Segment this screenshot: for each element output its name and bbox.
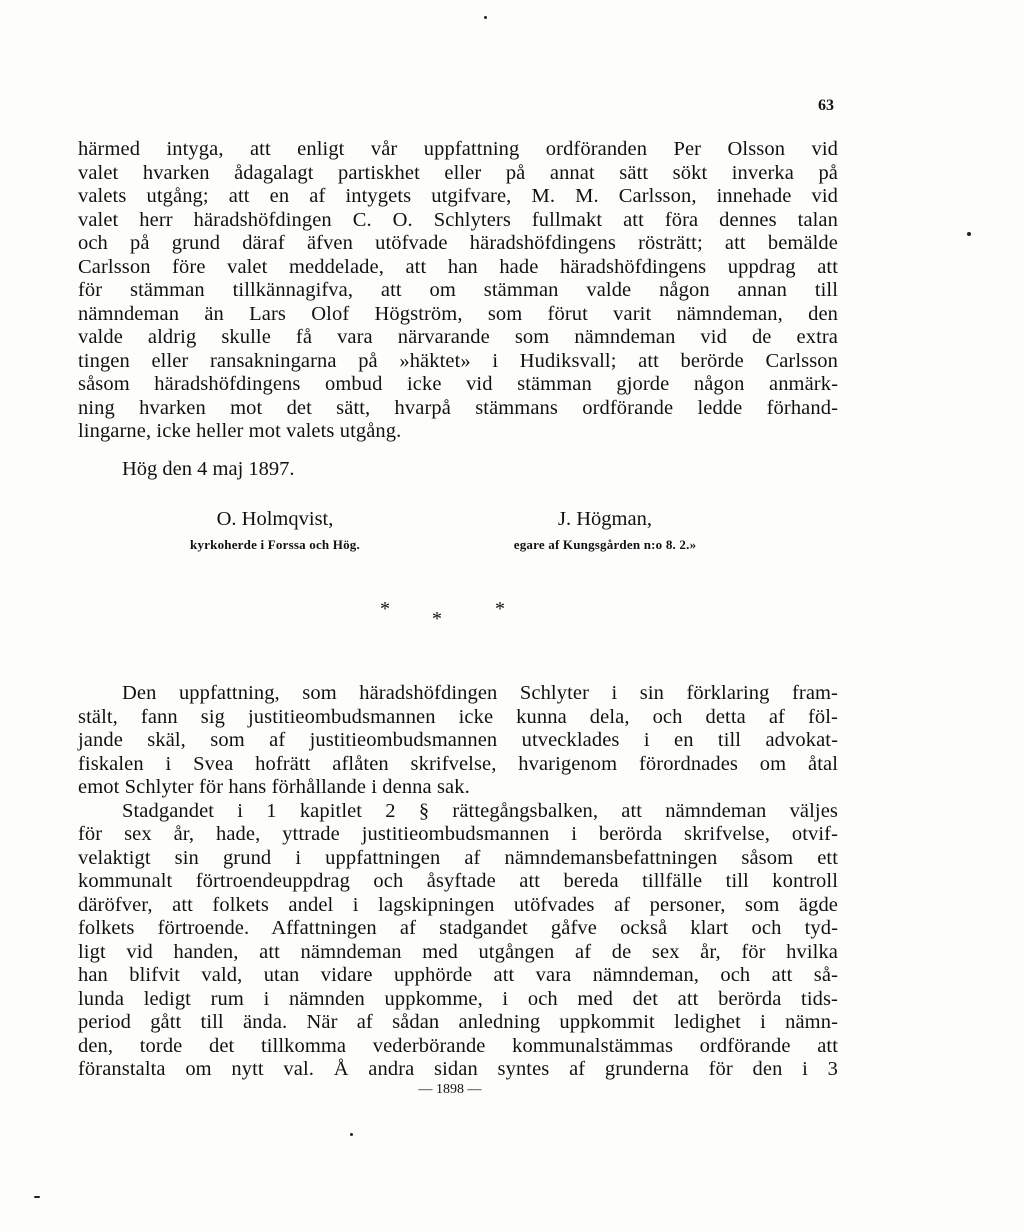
text-line: lingarne, icke heller mot valets utgång.	[78, 420, 402, 442]
text-line: ning hvarken mot det sätt, hvarpå stämmans ordförande ledde förhand-	[78, 396, 838, 419]
text-line: folkets förtroende. Affattningen af stadgandet gåfve också klart och tyd-	[78, 917, 838, 939]
signature-left	[150, 508, 400, 553]
text-line: lunda ledigt rum i nämnden uppkomme, i och med det att berörda tids-	[78, 987, 838, 1010]
signatory-name: O. Holmqvist,	[216, 508, 334, 530]
signatory-title: egare af Kungsgården n:o 8. 2.»	[513, 537, 697, 552]
page-number: 63	[818, 97, 834, 114]
text-line: föranstalta om nytt val. Å andra sidan syntes af grunderna för den i 3	[78, 1058, 838, 1080]
text-line: valde aldrig skulle få vara närvarande som nämndeman vid de extra	[78, 326, 838, 348]
text-line: fiskalen i Svea hofrätt aflåten skrifvelse, hvarigenom förordnades om åtal	[78, 752, 838, 775]
text-line: Carlsson före valet meddelade, att han hade häradshöfdingens uppdrag att	[78, 255, 838, 278]
text-line: och på grund däraf äfven utöfvade häradshöfdingens rösträtt; att bemälde	[78, 232, 838, 254]
signatory-title: kyrkoherde i Forssa och Hög.	[190, 537, 360, 552]
signature-mark: — 1898 —	[418, 1082, 482, 1097]
text-line: Stadgandet i 1 kapitlet 2 § rättegångsbalken, att nämndeman väljes	[122, 799, 838, 822]
print-speck	[34, 1196, 40, 1198]
testimony-paragraph	[78, 138, 838, 444]
print-speck	[484, 16, 487, 19]
text-line: tingen eller ransakningarna på »häktet» i Hudiksvall; att berörde Carlsson	[78, 349, 838, 372]
text-line: nämndeman än Lars Olof Högström, som förut varit nämndeman, den	[78, 302, 838, 325]
print-speck	[967, 232, 971, 236]
commentary-paragraph	[78, 682, 838, 1082]
asterisk: *	[380, 598, 390, 620]
section-separator	[380, 598, 520, 628]
text-line: jande skäl, som af justitieombudsmannen utvecklades i en till advokat-	[78, 729, 838, 751]
text-line: för sex år, hade, yttrade justitieombudsmannen i berörda skrifvelse, otvif-	[78, 823, 838, 845]
signature-right	[480, 508, 730, 553]
text-line: däröfver, att folkets andel i lagskipningen utöfvades af personer, som ägde	[78, 893, 838, 916]
text-line: valets utgång; att en af intygets utgifvare, M. M. Carlsson, innehade vid	[78, 185, 838, 207]
text-line: velaktigt sin grund i uppfattningen af nämndemansbefattningen såsom ett	[78, 846, 838, 869]
signatory-name: J. Högman,	[558, 508, 652, 530]
asterisk: *	[495, 598, 505, 620]
asterisk: *	[432, 608, 442, 630]
text-line: ligt vid handen, att nämndeman med utgången af de sex år, för hvilka	[78, 940, 838, 963]
text-line: Den uppfattning, som häradshöfdingen Schlyter i sin förklaring fram-	[122, 682, 838, 704]
text-line: emot Schlyter för hans förhållande i denna sak.	[78, 776, 470, 798]
text-line: valet herr häradshöfdingen C. O. Schlyters fullmakt att föra dennes talan	[78, 208, 838, 231]
text-line: för stämman tillkännagifva, att om stämman valde någon annan till	[78, 279, 838, 301]
text-line: härmed intyga, att enligt vår uppfattning ordföranden Per Olsson vid	[78, 138, 838, 160]
dateline: Hög den 4 maj 1897.	[122, 458, 295, 480]
text-line: period gått till ända. När af sådan anledning uppkommit ledighet i nämn-	[78, 1011, 838, 1033]
text-line: såsom häradshöfdingens ombud icke vid stämman gjorde någon anmärk-	[78, 373, 838, 395]
print-speck	[350, 1133, 353, 1136]
text-line: kommunalt förtroendeuppdrag och åsyftade att bereda tillfälle till kontroll	[78, 870, 838, 892]
text-line: den, torde det tillkomma vederbörande kommunalstämmas ordförande att	[78, 1034, 838, 1057]
text-line: valet hvarken ådagalagt partiskhet eller på annat sätt sökt inverka på	[78, 161, 838, 184]
text-line: stält, fann sig justitieombudsmannen icke kunna dela, och detta af föl-	[78, 705, 838, 728]
text-line: han blifvit vald, utan vidare upphörde att vara nämndeman, och att så-	[78, 964, 838, 986]
